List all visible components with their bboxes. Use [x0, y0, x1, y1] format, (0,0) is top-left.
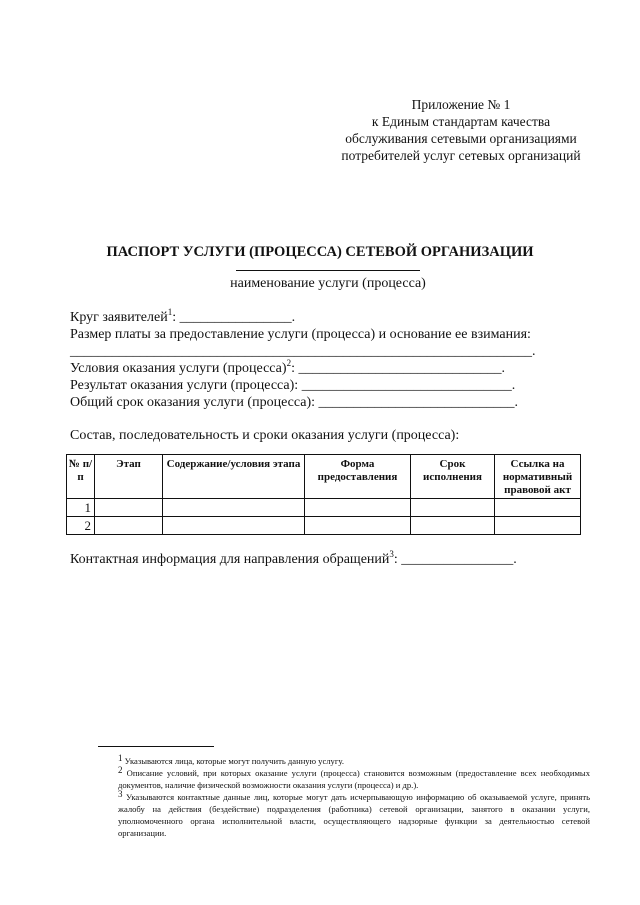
table-cell — [163, 499, 305, 517]
fee-blank: __________________________________________________________________. — [70, 344, 536, 359]
table-cell — [411, 517, 495, 535]
row-number: 2 — [67, 517, 95, 535]
footnote-separator — [98, 746, 214, 747]
table-cell — [163, 517, 305, 535]
footnote-2 — [98, 767, 590, 791]
table-header-row — [67, 455, 581, 499]
table-cell — [411, 499, 495, 517]
footnote-2-number: 2 — [118, 765, 123, 775]
applicants-field — [70, 307, 296, 326]
appendix-line-2: к Единым стандартам качества — [371, 114, 551, 129]
footnote-3 — [98, 791, 590, 839]
footnote-1-text: Указываются лица, которые могут получить данную услугу. — [122, 756, 344, 766]
header-stage: Этап — [95, 455, 163, 499]
header-form: Форма предоставления — [305, 455, 411, 499]
footnote-ref-1: 1 — [167, 307, 173, 317]
result-blank: ______________________________. — [301, 378, 516, 393]
header-content: Содержание/условия этапа — [163, 455, 305, 499]
conditions-field — [70, 358, 505, 377]
conditions-label: Условия оказания услуги (процесса) — [70, 361, 287, 376]
composition-label: Состав, последовательность и сроки оказания услуги (процесса): — [70, 428, 460, 443]
table-cell — [95, 517, 163, 535]
footnote-3-text: Указываются контактные данные лиц, которые могут дать исчерпывающую информацию об оказываемой услуге, принять жалобу на действия (бездействие) подразделения (работника) сетевой организации, занятого в оказании услуги, уполномоченного органа исполнительной власти, осуществляющего надзорные функции за деятельностью сетевой организации. — [118, 792, 590, 838]
footnote-1-number: 1 — [118, 753, 123, 763]
header-term: Срок исполнения — [411, 455, 495, 499]
conditions-blank: : _____________________________. — [291, 361, 505, 376]
applicants-label: Круг заявителей — [70, 310, 168, 325]
contact-field — [70, 549, 517, 568]
header-legal-ref: Ссылка на нормативный правовой акт — [495, 455, 581, 499]
document-title: ПАСПОРТ УСЛУГИ (ПРОЦЕССА) СЕТЕВОЙ ОРГАНИЗАЦИИ — [106, 244, 534, 260]
footnote-2-text: Описание условий, при которых оказание услуги (процесса) становится возможным (предоставление всех необходимых документов, наличие физической возможности оказания услуги (процесса) и др.). — [118, 768, 590, 790]
header-number: № п/п — [67, 455, 95, 499]
result-label: Результат оказания услуги (процесса): — [70, 378, 302, 393]
table-cell — [305, 499, 411, 517]
stages-table — [66, 454, 581, 535]
term-label: Общий срок оказания услуги (процесса): — [70, 395, 319, 410]
result-field — [70, 378, 515, 394]
footnote-ref-3: 3 — [389, 549, 394, 559]
appendix-note — [330, 96, 592, 164]
table-cell — [305, 517, 411, 535]
footnote-3-number: 3 — [118, 789, 123, 799]
service-name-line — [236, 270, 420, 271]
applicants-blank: : ________________. — [172, 310, 296, 325]
table-row — [67, 499, 581, 517]
row-number: 1 — [67, 499, 95, 517]
table-cell — [495, 499, 581, 517]
term-blank: ____________________________. — [318, 395, 518, 410]
term-field — [70, 395, 518, 411]
fee-label: Размер платы за предоставление услуги (процесса) и основание ее взимания: — [70, 327, 531, 342]
appendix-line-1: Приложение № 1 — [411, 97, 511, 112]
table-row — [67, 517, 581, 535]
appendix-line-4: потребителей услуг сетевых организаций — [341, 148, 581, 163]
appendix-line-3: обслуживания сетевыми организациями — [345, 131, 577, 146]
contact-blank: : ________________. — [393, 552, 517, 567]
footnote-1 — [98, 755, 590, 767]
contact-label: Контактная информация для направления обращений — [70, 552, 390, 567]
table-cell — [495, 517, 581, 535]
footnote-ref-2: 2 — [286, 358, 292, 368]
table-cell — [95, 499, 163, 517]
service-name-caption: наименование услуги (процесса) — [230, 276, 426, 291]
